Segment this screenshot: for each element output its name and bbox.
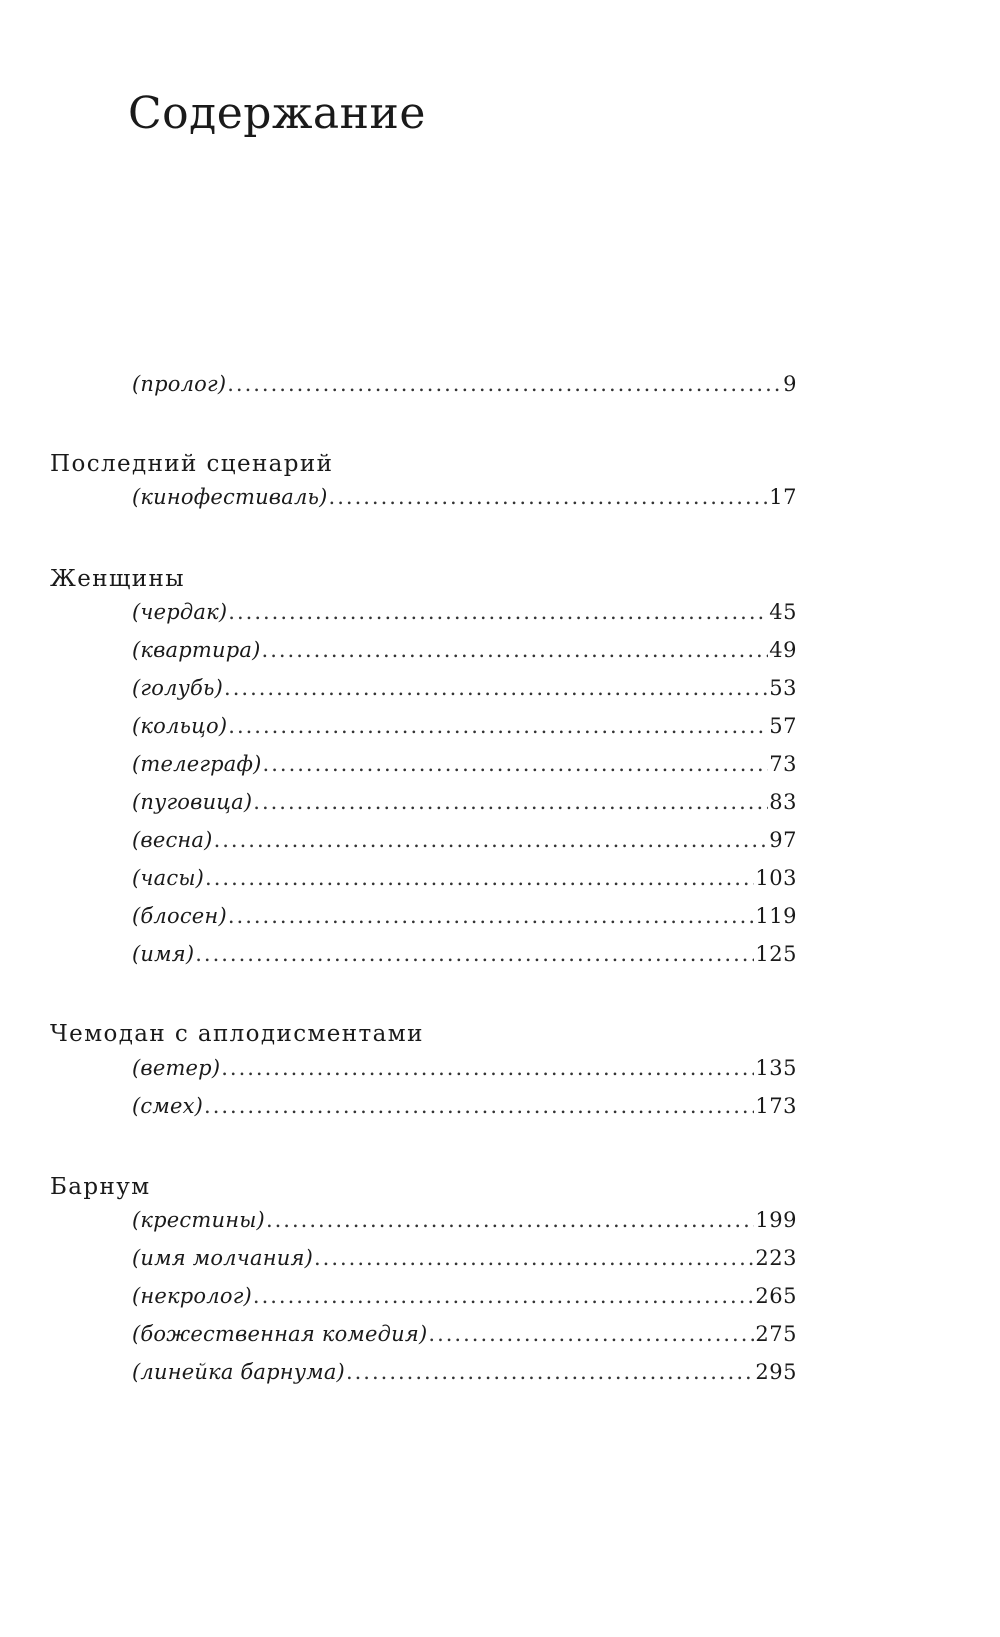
toc-entry [132,1208,797,1238]
dot-leader [228,600,768,624]
toc-entry-title: (квартира) [132,638,261,662]
toc-entry-page: 83 [769,790,797,814]
dot-leader [329,485,769,509]
toc-entry [132,600,797,630]
toc-entry [132,752,797,782]
toc-entry [132,790,797,820]
section-heading: Женщины [50,566,185,592]
toc-entry [132,942,797,972]
toc-entry [132,714,797,744]
toc-entry-title: (кинофестиваль) [132,485,328,509]
page-title: Содержание [128,88,426,139]
dot-leader [263,752,769,776]
dot-leader [228,904,755,928]
toc-entry-page: 17 [769,485,797,509]
dot-leader [227,372,782,396]
toc-entry [132,1094,797,1124]
toc-entry-page: 125 [755,942,797,966]
toc-entry-title: (имя молчания) [132,1246,313,1270]
toc-entry-title: (голубь) [132,676,224,700]
toc-entry-title: (линейка барнума) [132,1360,345,1384]
toc-entry [132,828,797,858]
toc-entry-title: (ветер) [132,1056,221,1080]
dot-leader [204,1094,754,1118]
toc-entry [132,1360,797,1390]
toc-entry-title: (кольцо) [132,714,228,738]
toc-entry-page: 73 [769,752,797,776]
toc-entry-page: 135 [755,1056,797,1080]
toc-entry-page: 103 [755,866,797,890]
toc-entry-title: (смех) [132,1094,204,1118]
toc-entry [132,904,797,934]
dot-leader [205,866,754,890]
dot-leader [221,1056,754,1080]
toc-entry-title: (некролог) [132,1284,252,1308]
toc-entry-page: 49 [769,638,797,662]
toc-entry-page: 57 [769,714,797,738]
dot-leader [224,676,768,700]
section-heading: Барнум [50,1174,151,1200]
toc-entry-title: (пуговица) [132,790,253,814]
toc-entry-page: 265 [755,1284,797,1308]
toc-entry [132,485,797,515]
toc-entry [132,866,797,896]
toc-entry-title: (божественная комедия) [132,1322,428,1346]
toc-entry-page: 53 [769,676,797,700]
toc-entry-page: 9 [783,372,797,396]
toc-entry [132,1056,797,1086]
toc-entry-title: (чердак) [132,600,228,624]
toc-entry-page: 97 [769,828,797,852]
toc-entry-page: 295 [755,1360,797,1384]
dot-leader [346,1360,754,1384]
toc-entry-title: (часы) [132,866,205,890]
toc-entry-title: (пролог) [132,372,227,396]
dot-leader [314,1246,754,1270]
toc-entry [132,676,797,706]
toc-entry-title: (имя) [132,942,195,966]
toc-entry [132,1246,797,1276]
toc-entry-title: (весна) [132,828,213,852]
dot-leader [253,1284,755,1308]
toc-entry [132,1284,797,1314]
toc-entry-title: (телеграф) [132,752,262,776]
toc-entry-page: 275 [755,1322,797,1346]
dot-leader [266,1208,754,1232]
toc-entry-title: (крестины) [132,1208,265,1232]
section-heading: Чемодан с аплодисментами [50,1021,424,1047]
dot-leader [262,638,769,662]
toc-entry-page: 199 [755,1208,797,1232]
toc-entry-prologue [132,372,797,402]
dot-leader [428,1322,754,1346]
toc-entry [132,1322,797,1352]
toc-entry-page: 45 [769,600,797,624]
toc-entry [132,638,797,668]
dot-leader [253,790,768,814]
dot-leader [214,828,769,852]
toc-entry-title: (блосен) [132,904,227,928]
section-heading: Последний сценарий [50,451,334,477]
toc-entry-page: 173 [755,1094,797,1118]
toc-entry-page: 119 [755,904,797,928]
toc-entry-page: 223 [755,1246,797,1270]
dot-leader [228,714,768,738]
dot-leader [195,942,754,966]
